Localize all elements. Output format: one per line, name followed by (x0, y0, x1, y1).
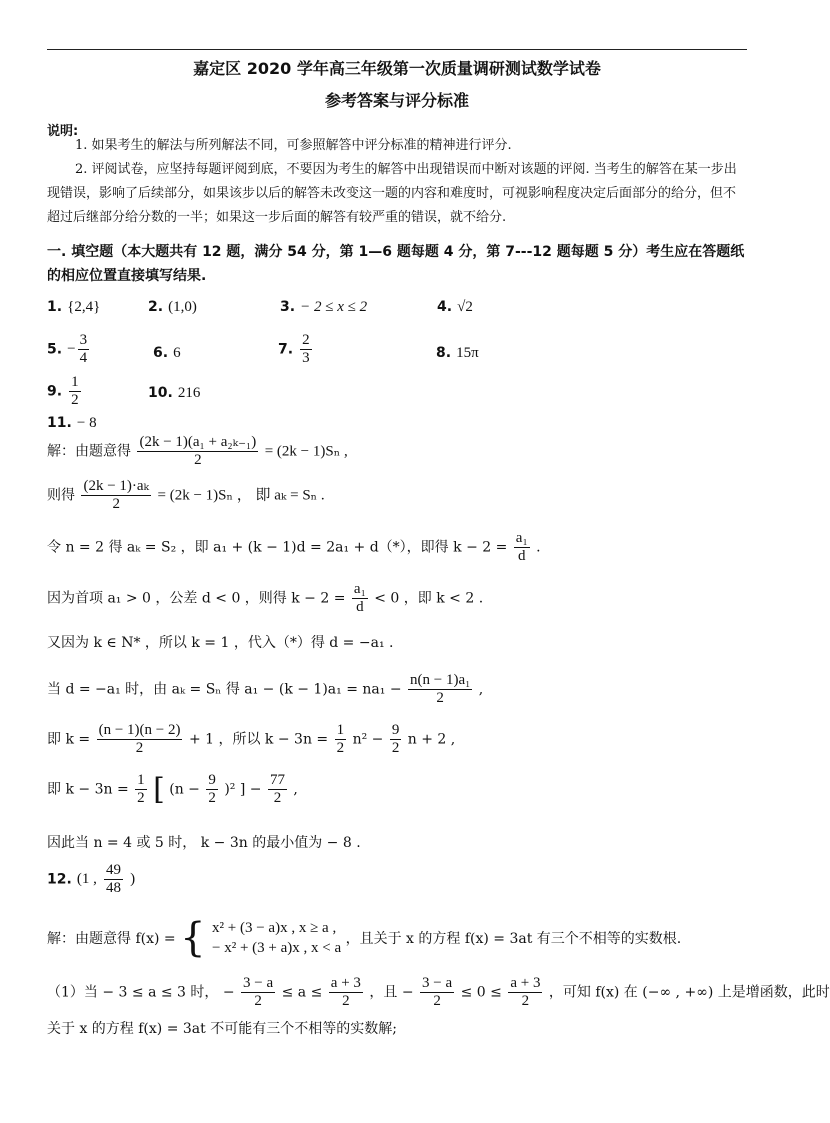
q11-step-8-post: , (293, 781, 298, 798)
answer-5 (47, 332, 91, 367)
q12-step-2-mid: ≤ a ≤ (281, 984, 323, 1001)
q11-step-7-numerator-2: 1 (336, 722, 345, 738)
q11-step-7-post: n + 2 , (407, 731, 456, 748)
q11-step-8-inner-post: )² ] − (224, 781, 262, 798)
answer-3-value: − 2 ≤ x ≤ 2 (300, 299, 368, 315)
header-rule (47, 49, 747, 50)
answer-6 (153, 342, 181, 362)
q11-step-8 (47, 772, 298, 807)
q11-step-4-denominator: d (356, 599, 364, 615)
q12-step-1-post: ，且关于 x 的方程 f(x) = 3at 有三个不相等的实数根. (345, 931, 682, 947)
q11-step-8-numerator-2: 9 (208, 772, 216, 788)
q11-step-6-post: , (478, 681, 484, 698)
q12-case-1: x² + (3 − a)x , x ≥ a , (212, 920, 337, 936)
q12-step-2-mid-2: ，且 − (369, 984, 414, 1001)
q11-step-4-numerator: a₁ (353, 581, 366, 597)
q12-step-2-denominator: 2 (254, 993, 262, 1009)
q11-step-2-denominator: 2 (112, 496, 120, 512)
q11-step-7-denominator-2: 2 (336, 740, 345, 756)
answer-4-value: √2 (457, 299, 473, 315)
q11-step-7-mid-2: n² − (352, 731, 384, 748)
answer-9 (47, 374, 83, 409)
q11-step-6-denominator: 2 (436, 690, 444, 706)
answer-12-label: 12. (47, 871, 72, 888)
q11-step-6-numerator: n(n − 1)a₁ (410, 672, 471, 688)
answer-8-value: 15π (456, 345, 479, 361)
q12-step-2-mid-3: ≤ 0 ≤ (460, 984, 502, 1001)
note-2: 2. 评阅试卷，应坚持每题评阅到底，不要因为考生的解答中出现错误而中断对该题的评阅. 当考生的解答在某一步出现错误，影响了后续部分，如果该步以后的解答未改变这一题的内容和难度时，可视影响程度决定后面部分的给分，但不超过后继部分给分数的一半；如果这一步后面的解答有较严重的错误，就不给分. (47, 162, 737, 225)
answer-11-value: − 8 (76, 415, 97, 431)
answer-1 (47, 296, 100, 316)
page-subtitle: 参考答案与评分标准 (324, 91, 469, 110)
answer-5-label: 5. (47, 341, 63, 358)
answer-2-value: (1,0) (168, 299, 197, 315)
q12-step-3: 关于 x 的方程 f(x) = 3at 不可能有三个不相等的实数解; (47, 1021, 397, 1037)
q11-step-4 (47, 581, 483, 616)
q11-step-4-pre: 因为首项 a₁ > 0 ，公差 d < 0 ，则得 k − 2 = (47, 590, 346, 607)
q11-step-6 (47, 672, 483, 707)
q12-step-1-pre: 解：由题意得 f(x) = (47, 931, 176, 947)
answer-4-label: 4. (437, 299, 453, 315)
answer-5-denominator: 4 (79, 350, 88, 366)
q11-step-7-numerator: (n − 1)(n − 2) (98, 722, 181, 738)
q11-step-8-inner-pre: (n − (169, 781, 200, 798)
answer-10 (148, 382, 200, 402)
q11-step-8-numerator: 1 (137, 772, 145, 788)
answer-2 (148, 296, 197, 316)
answer-5-numerator: 3 (79, 332, 88, 348)
q12-case-2: − x² + (3 + a)x , x < a (212, 940, 342, 956)
q11-step-3 (47, 530, 541, 565)
q11-step-3-numerator: a₁ (515, 530, 528, 546)
q12-step-2-numerator-3: 3 − a (422, 975, 453, 991)
answer-12 (47, 862, 135, 897)
q11-step-5: 又因为 k ∈ N* ，所以 k = 1 ，代入（*）得 d = −a₁ . (47, 635, 394, 651)
q12-step-2-denominator-3: 2 (433, 993, 441, 1009)
answer-11-label: 11. (47, 415, 72, 431)
q11-step-1-numerator: (2k − 1)(a₁ + a₂ₖ₋₁) (139, 434, 257, 450)
q11-step-7-numerator-3: 9 (391, 722, 400, 738)
q12-step-1 (47, 915, 682, 961)
q11-step-7-denominator: 2 (135, 740, 144, 756)
page-title: 嘉定区 2020 学年高三年级第一次质量调研测试数学试卷 (193, 59, 601, 78)
q11-step-6-pre: 当 d = −a₁ 时，由 aₖ = Sₙ 得 a₁ − (k − 1)a₁ = na₁ − (47, 681, 402, 698)
answer-1-value: {2,4} (67, 299, 101, 315)
q12-step-2-post: ，可知 f(x) 在 (−∞ , +∞) 上是增函数，此时 (548, 984, 830, 1001)
q11-step-7 (47, 722, 455, 757)
section-1-heading: 一. 填空题（本大题共有 12 题，满分 54 分，第 1—6 题每题 4 分，第 7---12 题每题 5 分）考生应在答题纸的相应位置直接填写结果. (47, 244, 745, 284)
q11-step-1-pre: 解：由题意得 (47, 443, 131, 460)
q12-step-2-numerator: 3 − a (243, 975, 274, 991)
q12-step-2 (47, 975, 830, 1010)
q11-step-8-pre: 即 k − 3n = (47, 781, 129, 798)
q11-step-1-post: = (2k − 1)Sₙ , (264, 443, 348, 460)
answer-12-numerator: 49 (106, 862, 121, 878)
answer-3 (280, 296, 367, 316)
q12-cases-brace: { (180, 915, 206, 961)
q11-step-7-mid: + 1 ，所以 k − 3n = (188, 731, 329, 748)
q11-step-1-denominator: 2 (194, 452, 202, 468)
q12-step-2-denominator-2: 2 (342, 993, 350, 1009)
q11-step-2-numerator: (2k − 1)·aₖ (83, 478, 150, 494)
q11-step-9: 因此当 n = 4 或 5 时， k − 3n 的最小值为 − 8 . (47, 835, 361, 851)
notes-label: 说明: (47, 124, 79, 139)
answer-12-denominator: 48 (106, 880, 121, 896)
answer-10-label: 10. (148, 385, 173, 401)
answer-9-numerator: 1 (71, 374, 79, 390)
answer-8-label: 8. (436, 345, 452, 361)
q11-step-8-bracket: [ (153, 772, 165, 807)
q11-step-8-numerator-3: 77 (269, 772, 285, 788)
q11-step-8-denominator: 2 (137, 790, 145, 806)
answer-9-denominator: 2 (71, 392, 79, 408)
answer-6-value: 6 (173, 345, 181, 361)
answer-10-value: 216 (177, 385, 201, 401)
q12-step-2-numerator-2: a + 3 (330, 975, 361, 991)
q11-step-4-post: < 0 ，即 k < 2 . (374, 590, 484, 607)
answer-8 (436, 342, 479, 362)
answer-2-label: 2. (148, 299, 164, 315)
q11-step-2-pre: 则得 (47, 487, 75, 504)
q11-step-7-denominator-3: 2 (391, 740, 400, 756)
answer-1-label: 1. (47, 299, 63, 315)
answer-7-denominator: 3 (302, 350, 310, 366)
q11-step-8-denominator-3: 2 (273, 790, 282, 806)
answer-3-label: 3. (280, 299, 296, 315)
q12-step-2-numerator-4: a + 3 (510, 975, 541, 991)
answer-7-numerator: 2 (302, 332, 310, 348)
answer-11 (47, 412, 97, 432)
q11-step-1 (47, 434, 348, 469)
q11-step-2 (47, 478, 325, 513)
q11-step-3-denominator: d (517, 548, 526, 564)
answer-9-label: 9. (47, 383, 63, 400)
answer-4 (437, 296, 473, 316)
answer-6-label: 6. (153, 345, 169, 361)
note-1: 1. 如果考生的解法与所列解法不同，可参照解答中评分标准的精神进行评分. (75, 138, 512, 153)
q11-step-2-post: = (2k − 1)Sₙ ， 即 aₖ = Sₙ . (157, 487, 325, 504)
q12-step-2-pre: （1）当 − 3 ≤ a ≤ 3 时， − (47, 984, 235, 1001)
answer-7-label: 7. (278, 341, 294, 358)
answer-7 (278, 332, 314, 367)
answer-5-sign: − (67, 341, 76, 357)
q11-step-8-denominator-2: 2 (208, 790, 216, 806)
q11-step-7-pre: 即 k = (47, 731, 91, 748)
answer-12-right: ) (130, 871, 136, 887)
q11-step-3-pre: 令 n = 2 得 aₖ = S₂ ，即 a₁ + (k − 1)d = 2a₁ + d（*），即得 k − 2 = (47, 539, 508, 556)
q12-step-2-denominator-4: 2 (521, 993, 530, 1009)
q11-step-3-post: . (536, 539, 541, 556)
answer-12-left: (1 , (76, 871, 97, 887)
